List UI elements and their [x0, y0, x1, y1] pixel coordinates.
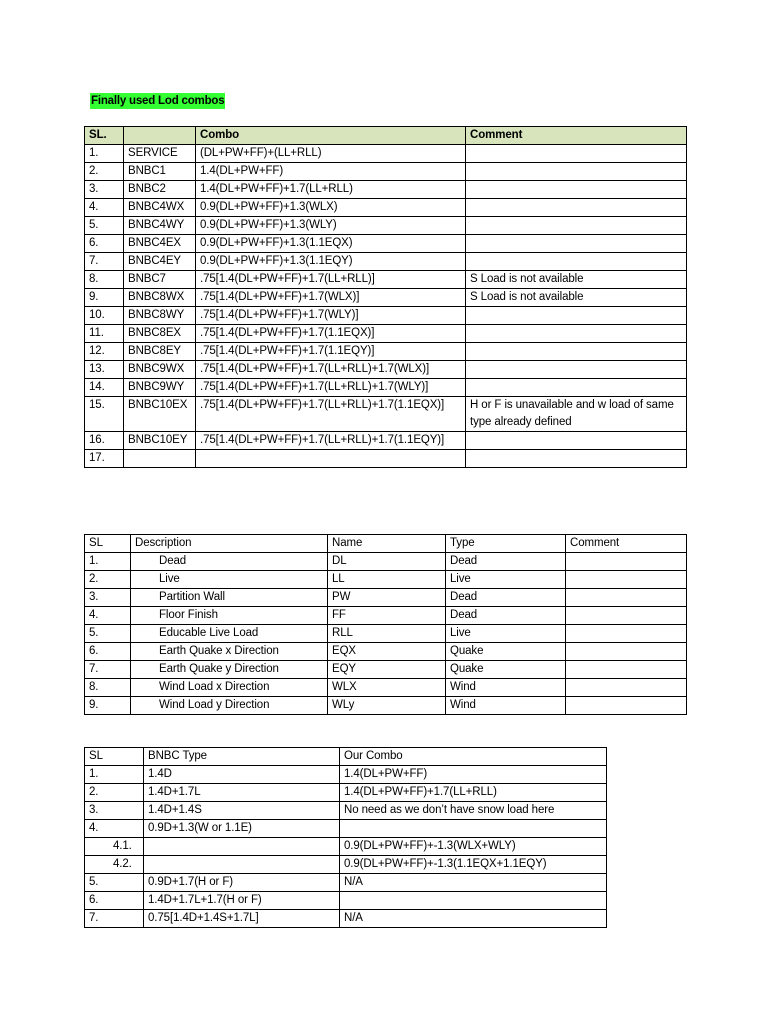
cell-comment: [466, 181, 687, 199]
header-description: Description: [131, 535, 328, 553]
cell-comment: [466, 253, 687, 271]
cell-comment: [466, 361, 687, 379]
table-row: [85, 235, 687, 253]
cell-sl: 6.: [85, 892, 144, 910]
cell-combo: 0.9(DL+PW+FF)+1.3(WLY): [196, 217, 466, 235]
cell-sl: 9.: [85, 289, 124, 307]
cell-comment: [466, 199, 687, 217]
cell-our-combo: [340, 820, 607, 838]
cell-id: BNBC7: [124, 271, 196, 289]
table-row: [85, 838, 607, 856]
cell-sl: 5.: [85, 217, 124, 235]
cell-type: Dead: [446, 607, 566, 625]
cell-sl: 1.: [85, 766, 144, 784]
cell-description: Partition Wall: [131, 589, 328, 607]
cell-comment: [466, 145, 687, 163]
cell-sl: 11.: [85, 325, 124, 343]
table-row: [85, 307, 687, 325]
page-heading: Finally used Lod combos: [91, 95, 225, 107]
cell-sl: 3.: [85, 181, 124, 199]
cell-description: Educable Live Load: [131, 625, 328, 643]
cell-name: WLX: [328, 679, 446, 697]
cell-our-combo: 1.4(DL+PW+FF)+1.7(LL+RLL): [340, 784, 607, 802]
cell-type: Wind: [446, 697, 566, 715]
cell-type: Dead: [446, 589, 566, 607]
cell-our-combo: 0.9(DL+PW+FF)+-1.3(1.1EQX+1.1EQY): [340, 856, 607, 874]
table-row: [85, 199, 687, 217]
table-row: [85, 910, 607, 928]
cell-name: RLL: [328, 625, 446, 643]
cell-comment: S Load is not available: [466, 289, 687, 307]
cell-name: WLy: [328, 697, 446, 715]
cell-our-combo: 1.4(DL+PW+FF): [340, 766, 607, 784]
cell-our-combo: N/A: [340, 874, 607, 892]
cell-comment: [566, 607, 687, 625]
cell-sl: 6.: [85, 643, 131, 661]
cell-type: Live: [446, 571, 566, 589]
table-row: [85, 607, 687, 625]
cell-name: EQX: [328, 643, 446, 661]
cell-bnbc-type: [144, 856, 340, 874]
cell-combo: .75[1.4(DL+PW+FF)+1.7(1.1EQY)]: [196, 343, 466, 361]
header-name: Name: [328, 535, 446, 553]
cell-comment: [566, 553, 687, 571]
cell-comment: [466, 307, 687, 325]
cell-id: BNBC9WX: [124, 361, 196, 379]
header-bnbc-type: BNBC Type: [144, 748, 340, 766]
table-row: [85, 325, 687, 343]
cell-name: LL: [328, 571, 446, 589]
table-row: [85, 766, 607, 784]
table-header-row: [85, 748, 607, 766]
cell-combo: .75[1.4(DL+PW+FF)+1.7(LL+RLL)+1.7(WLY)]: [196, 379, 466, 397]
cell-id: BNBC10EY: [124, 432, 196, 450]
table-row: [85, 553, 687, 571]
cell-sl: 9.: [85, 697, 131, 715]
table-row: [85, 271, 687, 289]
cell-bnbc-type: 1.4D: [144, 766, 340, 784]
cell-sl: 8.: [85, 271, 124, 289]
cell-sl: 4.2.: [85, 856, 144, 874]
cell-sl: 16.: [85, 432, 124, 450]
cell-description: Floor Finish: [131, 607, 328, 625]
table-row: [85, 643, 687, 661]
cell-sl: 7.: [85, 253, 124, 271]
cell-combo: .75[1.4(DL+PW+FF)+1.7(WLX)]: [196, 289, 466, 307]
cell-bnbc-type: 0.75[1.4D+1.4S+1.7L]: [144, 910, 340, 928]
cell-combo: .75[1.4(DL+PW+FF)+1.7(LL+RLL)]: [196, 271, 466, 289]
cell-comment: [566, 589, 687, 607]
cell-description: Earth Quake y Direction: [131, 661, 328, 679]
table-row: [85, 571, 687, 589]
table-row: [85, 820, 607, 838]
cell-id: BNBC9WY: [124, 379, 196, 397]
table-row: [85, 163, 687, 181]
header-comment: Comment: [566, 535, 687, 553]
cell-id: SERVICE: [124, 145, 196, 163]
cell-sl: 12.: [85, 343, 124, 361]
cell-comment: [466, 343, 687, 361]
header-sl: SL.: [85, 127, 124, 145]
cell-comment: [466, 163, 687, 181]
cell-sl: 4.1.: [85, 838, 144, 856]
cell-sl: 2.: [85, 163, 124, 181]
cell-sl: 3.: [85, 589, 131, 607]
cell-id: BNBC8WX: [124, 289, 196, 307]
cell-combo: .75[1.4(DL+PW+FF)+1.7(WLY)]: [196, 307, 466, 325]
cell-our-combo: [340, 892, 607, 910]
cell-id: BNBC1: [124, 163, 196, 181]
cell-name: PW: [328, 589, 446, 607]
cell-sl: 4.: [85, 820, 144, 838]
cell-comment: [466, 325, 687, 343]
cell-our-combo: N/A: [340, 910, 607, 928]
cell-sl: 4.: [85, 199, 124, 217]
cell-sl: 3.: [85, 802, 144, 820]
cell-sl: 2.: [85, 784, 144, 802]
cell-sl: 4.: [85, 607, 131, 625]
cell-combo: 0.9(DL+PW+FF)+1.3(WLX): [196, 199, 466, 217]
cell-combo: .75[1.4(DL+PW+FF)+1.7(LL+RLL)+1.7(1.1EQX)]: [196, 397, 466, 432]
cell-name: DL: [328, 553, 446, 571]
cell-comment: [566, 571, 687, 589]
table-header-row: [85, 127, 687, 145]
cell-bnbc-type: 1.4D+1.7L: [144, 784, 340, 802]
cell-sl: 5.: [85, 874, 144, 892]
cell-type: Live: [446, 625, 566, 643]
bnbc-combo-table: [84, 747, 607, 928]
cell-combo: 0.9(DL+PW+FF)+1.3(1.1EQY): [196, 253, 466, 271]
header-type: Type: [446, 535, 566, 553]
table-row: [85, 145, 687, 163]
cell-type: Wind: [446, 679, 566, 697]
cell-sl: 17.: [85, 450, 124, 468]
cell-sl: 7.: [85, 910, 144, 928]
cell-sl: 8.: [85, 679, 131, 697]
header-combo: Combo: [196, 127, 466, 145]
cell-sl: 1.: [85, 145, 124, 163]
cell-id: BNBC4WX: [124, 199, 196, 217]
table-row: [85, 379, 687, 397]
table-row: [85, 253, 687, 271]
table-row: [85, 802, 607, 820]
table-row: [85, 217, 687, 235]
table-row: [85, 874, 607, 892]
cell-name: EQY: [328, 661, 446, 679]
table-row: [85, 589, 687, 607]
cell-bnbc-type: 0.9D+1.3(W or 1.1E): [144, 820, 340, 838]
header-sl: SL: [85, 748, 144, 766]
table-row: [85, 661, 687, 679]
cell-bnbc-type: 1.4D+1.4S: [144, 802, 340, 820]
cell-comment: [566, 625, 687, 643]
cell-bnbc-type: [144, 838, 340, 856]
cell-combo: .75[1.4(DL+PW+FF)+1.7(LL+RLL)+1.7(1.1EQY)]: [196, 432, 466, 450]
cell-comment: S Load is not available: [466, 271, 687, 289]
cell-description: Wind Load x Direction: [131, 679, 328, 697]
cell-id: BNBC4EX: [124, 235, 196, 253]
load-definition-table: [84, 534, 687, 715]
cell-our-combo: No need as we don’t have snow load here: [340, 802, 607, 820]
cell-comment: [466, 450, 687, 468]
cell-comment: H or F is unavailable and w load of same type already defined: [466, 397, 687, 432]
cell-sl: 2.: [85, 571, 131, 589]
table-row: [85, 432, 687, 450]
cell-sl: 14.: [85, 379, 124, 397]
cell-combo: (DL+PW+FF)+(LL+RLL): [196, 145, 466, 163]
header-sl: SL: [85, 535, 131, 553]
table-row: [85, 679, 687, 697]
cell-combo: [196, 450, 466, 468]
cell-sl: 1.: [85, 553, 131, 571]
cell-description: Wind Load y Direction: [131, 697, 328, 715]
cell-comment: [566, 643, 687, 661]
cell-comment: [466, 235, 687, 253]
table-row: [85, 181, 687, 199]
cell-sl: 7.: [85, 661, 131, 679]
cell-bnbc-type: 1.4D+1.7L+1.7(H or F): [144, 892, 340, 910]
table-row: [85, 343, 687, 361]
cell-id: BNBC8EX: [124, 325, 196, 343]
table-row: [85, 397, 687, 432]
table-row: [85, 784, 607, 802]
cell-id: BNBC8EY: [124, 343, 196, 361]
cell-type: Quake: [446, 661, 566, 679]
cell-description: Live: [131, 571, 328, 589]
cell-combo: 0.9(DL+PW+FF)+1.3(1.1EQX): [196, 235, 466, 253]
cell-our-combo: 0.9(DL+PW+FF)+-1.3(WLX+WLY): [340, 838, 607, 856]
cell-id: BNBC10EX: [124, 397, 196, 432]
table-row: [85, 361, 687, 379]
table-row: [85, 892, 607, 910]
header-id: [124, 127, 196, 145]
cell-id: BNBC4WY: [124, 217, 196, 235]
cell-sl: 10.: [85, 307, 124, 325]
cell-comment: [466, 379, 687, 397]
table-row: [85, 625, 687, 643]
cell-comment: [466, 432, 687, 450]
cell-combo: .75[1.4(DL+PW+FF)+1.7(1.1EQX)]: [196, 325, 466, 343]
cell-sl: 6.: [85, 235, 124, 253]
table-row: [85, 450, 687, 468]
header-comment: Comment: [466, 127, 687, 145]
load-combo-table: [84, 126, 687, 468]
cell-sl: 15.: [85, 397, 124, 432]
cell-name: FF: [328, 607, 446, 625]
cell-combo: 1.4(DL+PW+FF): [196, 163, 466, 181]
cell-id: BNBC8WY: [124, 307, 196, 325]
header-our-combo: Our Combo: [340, 748, 607, 766]
table-row: [85, 289, 687, 307]
cell-comment: [566, 697, 687, 715]
table-header-row: [85, 535, 687, 553]
cell-comment: [566, 679, 687, 697]
cell-id: BNBC2: [124, 181, 196, 199]
cell-bnbc-type: 0.9D+1.7(H or F): [144, 874, 340, 892]
cell-type: Quake: [446, 643, 566, 661]
cell-sl: 13.: [85, 361, 124, 379]
cell-comment: [466, 217, 687, 235]
cell-id: BNBC4EY: [124, 253, 196, 271]
cell-sl: 5.: [85, 625, 131, 643]
cell-description: Dead: [131, 553, 328, 571]
cell-description: Earth Quake x Direction: [131, 643, 328, 661]
cell-combo: .75[1.4(DL+PW+FF)+1.7(LL+RLL)+1.7(WLX)]: [196, 361, 466, 379]
cell-id: [124, 450, 196, 468]
table-row: [85, 856, 607, 874]
cell-type: Dead: [446, 553, 566, 571]
cell-comment: [566, 661, 687, 679]
cell-combo: 1.4(DL+PW+FF)+1.7(LL+RLL): [196, 181, 466, 199]
table-row: [85, 697, 687, 715]
